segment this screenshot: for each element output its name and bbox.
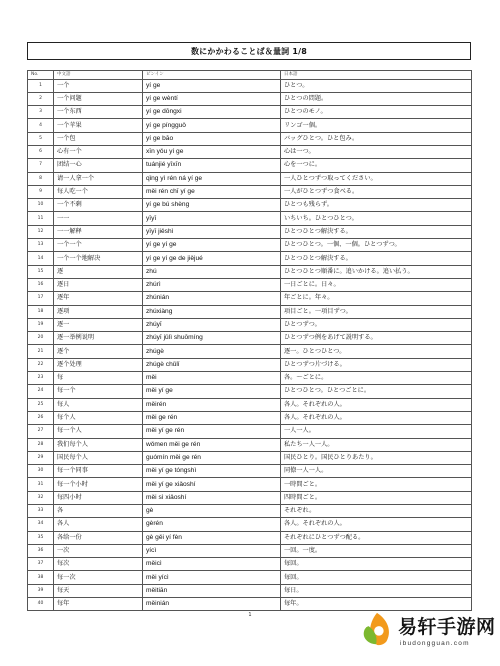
japanese-meaning: ひとつひとつ順番に。追いかける。追い払う。 bbox=[281, 265, 472, 278]
column-header-number: No. bbox=[28, 71, 54, 80]
table-row bbox=[28, 252, 472, 265]
row-number: 7 bbox=[28, 159, 54, 172]
chinese-term: 团结一心 bbox=[54, 159, 143, 172]
pinyin: zhúgè bbox=[143, 345, 281, 358]
row-number: 30 bbox=[28, 465, 54, 478]
japanese-meaning: 一回。一度。 bbox=[281, 544, 472, 557]
row-number: 34 bbox=[28, 518, 54, 531]
table-row bbox=[28, 185, 472, 198]
table-row bbox=[28, 225, 472, 238]
pinyin: yí ge bbox=[143, 79, 281, 92]
japanese-meaning: それぞれにひとつずつ配る。 bbox=[281, 531, 472, 544]
japanese-meaning: ひとつの問題。 bbox=[281, 92, 472, 105]
chinese-term: 每 bbox=[54, 372, 143, 385]
japanese-meaning: 各。～ごとに。 bbox=[281, 372, 472, 385]
vocabulary-table bbox=[27, 70, 472, 611]
row-number: 18 bbox=[28, 305, 54, 318]
row-number: 37 bbox=[28, 558, 54, 571]
table-row bbox=[28, 505, 472, 518]
table-row bbox=[28, 518, 472, 531]
table-row bbox=[28, 531, 472, 544]
pinyin: měinián bbox=[143, 598, 281, 611]
chinese-term: 一个不剩 bbox=[54, 199, 143, 212]
table-row bbox=[28, 305, 472, 318]
table-row bbox=[28, 106, 472, 119]
row-number: 25 bbox=[28, 398, 54, 411]
japanese-meaning: ひとつひとつ。一個、一個。ひとつずつ。 bbox=[281, 239, 472, 252]
pinyin: měi ge rén bbox=[143, 411, 281, 424]
pinyin: zhúyī jǔlì shuōmíng bbox=[143, 332, 281, 345]
chinese-term: 一一解释 bbox=[54, 225, 143, 238]
table-row bbox=[28, 278, 472, 291]
japanese-meaning: 毎回。 bbox=[281, 558, 472, 571]
chinese-term: 请一人拿一个 bbox=[54, 172, 143, 185]
table-row bbox=[28, 145, 472, 158]
column-header-chinese: 中文語 bbox=[54, 71, 143, 80]
japanese-meaning: 私たち一人一人。 bbox=[281, 438, 472, 451]
chinese-term: 国民每个人 bbox=[54, 451, 143, 464]
table-row bbox=[28, 318, 472, 331]
pinyin: yí ge dōngxi bbox=[143, 106, 281, 119]
japanese-meaning: ひとつも残らず。 bbox=[281, 199, 472, 212]
site-url: ibudongguan.com bbox=[400, 640, 470, 647]
chinese-term: 一一 bbox=[54, 212, 143, 225]
pinyin: měi yí ge tóngshì bbox=[143, 465, 281, 478]
table-row bbox=[28, 571, 472, 584]
pinyin: měi yí ge bbox=[143, 385, 281, 398]
pinyin: měi sì xiǎoshí bbox=[143, 491, 281, 504]
chinese-term: 我们每个人 bbox=[54, 438, 143, 451]
row-number: 3 bbox=[28, 106, 54, 119]
japanese-meaning: 一人ひとつずつ取ってください。 bbox=[281, 172, 472, 185]
chinese-term: 逐项 bbox=[54, 305, 143, 318]
pinyin: qǐng yì rén ná yí ge bbox=[143, 172, 281, 185]
pinyin: yícì bbox=[143, 544, 281, 557]
chinese-term: 每四小时 bbox=[54, 491, 143, 504]
japanese-meaning: ひとつひとつ。ひとつごとに。 bbox=[281, 385, 472, 398]
row-number: 14 bbox=[28, 252, 54, 265]
row-number: 26 bbox=[28, 411, 54, 424]
pinyin: zhúyī bbox=[143, 318, 281, 331]
pinyin: yí ge yí ge de jiějué bbox=[143, 252, 281, 265]
row-number: 12 bbox=[28, 225, 54, 238]
page-number: 1 bbox=[248, 612, 252, 618]
table-row bbox=[28, 159, 472, 172]
row-number: 27 bbox=[28, 425, 54, 438]
site-watermark bbox=[358, 604, 498, 660]
japanese-meaning: それぞれ。 bbox=[281, 505, 472, 518]
japanese-meaning: 各人。それぞれの人。 bbox=[281, 411, 472, 424]
row-number: 11 bbox=[28, 212, 54, 225]
row-number: 32 bbox=[28, 491, 54, 504]
table-row bbox=[28, 172, 472, 185]
chinese-term: 每一个同事 bbox=[54, 465, 143, 478]
pinyin: zhúrì bbox=[143, 278, 281, 291]
table-row bbox=[28, 558, 472, 571]
row-number: 13 bbox=[28, 239, 54, 252]
pinyin: gèrén bbox=[143, 518, 281, 531]
pinyin: zhúgè chǔlǐ bbox=[143, 358, 281, 371]
japanese-meaning: ひとつのモノ。 bbox=[281, 106, 472, 119]
chinese-term: 逐一举例说明 bbox=[54, 332, 143, 345]
table-row bbox=[28, 92, 472, 105]
chinese-term: 逐一 bbox=[54, 318, 143, 331]
japanese-meaning: 一日ごとに。日々。 bbox=[281, 278, 472, 291]
row-number: 8 bbox=[28, 172, 54, 185]
row-number: 10 bbox=[28, 199, 54, 212]
chinese-term: 一个苹果 bbox=[54, 119, 143, 132]
chinese-term: 心有一个 bbox=[54, 145, 143, 158]
chinese-term: 每一个小时 bbox=[54, 478, 143, 491]
japanese-meaning: バッグひとつ。ひと包み。 bbox=[281, 132, 472, 145]
row-number: 23 bbox=[28, 372, 54, 385]
japanese-meaning: リンゴ一個。 bbox=[281, 119, 472, 132]
table-row bbox=[28, 372, 472, 385]
table-row bbox=[28, 332, 472, 345]
japanese-meaning: 各人。それぞれの人。 bbox=[281, 398, 472, 411]
row-number: 6 bbox=[28, 145, 54, 158]
table-row bbox=[28, 451, 472, 464]
japanese-meaning: 一人一人。 bbox=[281, 425, 472, 438]
pinyin: měi yí ge xiǎoshí bbox=[143, 478, 281, 491]
table-row bbox=[28, 398, 472, 411]
chinese-term: 每一个人 bbox=[54, 425, 143, 438]
column-header-pinyin: ピンイン bbox=[143, 71, 281, 80]
table-body bbox=[28, 79, 472, 611]
chinese-term: 各人 bbox=[54, 518, 143, 531]
japanese-meaning: 毎回。 bbox=[281, 571, 472, 584]
pinyin: yí ge wèntí bbox=[143, 92, 281, 105]
chinese-term: 每一个 bbox=[54, 385, 143, 398]
row-number: 21 bbox=[28, 345, 54, 358]
row-number: 29 bbox=[28, 451, 54, 464]
table-row bbox=[28, 465, 472, 478]
japanese-meaning: 四時間ごと。 bbox=[281, 491, 472, 504]
japanese-meaning: ひとつずつ。 bbox=[281, 318, 472, 331]
chinese-term: 逐年 bbox=[54, 292, 143, 305]
pinyin: gè bbox=[143, 505, 281, 518]
pinyin: měi yícì bbox=[143, 571, 281, 584]
pinyin: zhúnián bbox=[143, 292, 281, 305]
pinyin: yīyī jiěshì bbox=[143, 225, 281, 238]
chinese-term: 一个 bbox=[54, 79, 143, 92]
table-row bbox=[28, 199, 472, 212]
table-row bbox=[28, 132, 472, 145]
chinese-term: 每天 bbox=[54, 584, 143, 597]
chinese-term: 一个东西 bbox=[54, 106, 143, 119]
row-number: 31 bbox=[28, 478, 54, 491]
row-number: 16 bbox=[28, 278, 54, 291]
japanese-meaning: 同僚一人一人。 bbox=[281, 465, 472, 478]
japanese-meaning: いちいち。ひとつひとつ。 bbox=[281, 212, 472, 225]
row-number: 19 bbox=[28, 318, 54, 331]
row-number: 20 bbox=[28, 332, 54, 345]
chinese-term: 各给一份 bbox=[54, 531, 143, 544]
row-number: 9 bbox=[28, 185, 54, 198]
japanese-meaning: ひとつひとつ解決する。 bbox=[281, 225, 472, 238]
table-row bbox=[28, 491, 472, 504]
row-number: 38 bbox=[28, 571, 54, 584]
row-number: 24 bbox=[28, 385, 54, 398]
row-number: 28 bbox=[28, 438, 54, 451]
japanese-meaning: ひとつ。 bbox=[281, 79, 472, 92]
site-logo-icon bbox=[358, 610, 396, 648]
row-number: 15 bbox=[28, 265, 54, 278]
pinyin: měicì bbox=[143, 558, 281, 571]
japanese-meaning: 心は一つ。 bbox=[281, 145, 472, 158]
japanese-meaning: 心を一つに。 bbox=[281, 159, 472, 172]
japanese-meaning: ひとつひとつ解決する。 bbox=[281, 252, 472, 265]
chinese-term: 每个人 bbox=[54, 411, 143, 424]
chinese-term: 逐 bbox=[54, 265, 143, 278]
chinese-term: 每一次 bbox=[54, 571, 143, 584]
pinyin: měi bbox=[143, 372, 281, 385]
japanese-meaning: 毎日。 bbox=[281, 584, 472, 597]
japanese-meaning: 国民ひとり。国民ひとりあたり。 bbox=[281, 451, 472, 464]
chinese-term: 一个一个地解决 bbox=[54, 252, 143, 265]
chinese-term: 一次 bbox=[54, 544, 143, 557]
row-number: 5 bbox=[28, 132, 54, 145]
pinyin: tuánjié yīxīn bbox=[143, 159, 281, 172]
table-row bbox=[28, 292, 472, 305]
japanese-meaning: 年ごとに。年々。 bbox=[281, 292, 472, 305]
table-row bbox=[28, 544, 472, 557]
table-row bbox=[28, 478, 472, 491]
japanese-meaning: ひとつずつ例をあげて説明する。 bbox=[281, 332, 472, 345]
table-row bbox=[28, 411, 472, 424]
japanese-meaning: 逐一。ひとつひとつ。 bbox=[281, 345, 472, 358]
table-row bbox=[28, 345, 472, 358]
pinyin: měi rén chī yí ge bbox=[143, 185, 281, 198]
pinyin: měi yí ge rén bbox=[143, 425, 281, 438]
row-number: 33 bbox=[28, 505, 54, 518]
pinyin: yīyī bbox=[143, 212, 281, 225]
pinyin: měitiān bbox=[143, 584, 281, 597]
pinyin: xīn yǒu yí ge bbox=[143, 145, 281, 158]
pinyin: yí ge yí ge bbox=[143, 239, 281, 252]
chinese-term: 一个一个 bbox=[54, 239, 143, 252]
table-row bbox=[28, 239, 472, 252]
pinyin: gè gěi yí fèn bbox=[143, 531, 281, 544]
table-header-row bbox=[28, 71, 472, 80]
chinese-term: 每次 bbox=[54, 558, 143, 571]
japanese-meaning: 各人。それぞれの人。 bbox=[281, 518, 472, 531]
site-name: 易轩手游网 bbox=[398, 616, 496, 638]
table-row bbox=[28, 584, 472, 597]
row-number: 22 bbox=[28, 358, 54, 371]
row-number: 40 bbox=[28, 598, 54, 611]
table-row bbox=[28, 212, 472, 225]
page-title: 数にかかわることば＆量詞 1/8 bbox=[27, 42, 471, 60]
row-number: 35 bbox=[28, 531, 54, 544]
chinese-term: 逐日 bbox=[54, 278, 143, 291]
table-row bbox=[28, 79, 472, 92]
table-row bbox=[28, 438, 472, 451]
row-number: 4 bbox=[28, 119, 54, 132]
pinyin: zhúxiàng bbox=[143, 305, 281, 318]
japanese-meaning: 一時間ごと。 bbox=[281, 478, 472, 491]
chinese-term: 一个包 bbox=[54, 132, 143, 145]
row-number: 2 bbox=[28, 92, 54, 105]
column-header-japanese: 日本語 bbox=[281, 71, 472, 80]
japanese-meaning: 毎年。 bbox=[281, 598, 472, 611]
table-row bbox=[28, 425, 472, 438]
pinyin: yí ge bāo bbox=[143, 132, 281, 145]
chinese-term: 逐个 bbox=[54, 345, 143, 358]
table-row bbox=[28, 358, 472, 371]
chinese-term: 每年 bbox=[54, 598, 143, 611]
japanese-meaning: ひとつずつ片づける。 bbox=[281, 358, 472, 371]
chinese-term: 每人吃一个 bbox=[54, 185, 143, 198]
table-row bbox=[28, 385, 472, 398]
chinese-term: 逐个处理 bbox=[54, 358, 143, 371]
pinyin: zhú bbox=[143, 265, 281, 278]
chinese-term: 各 bbox=[54, 505, 143, 518]
pinyin: guómín měi ge rén bbox=[143, 451, 281, 464]
japanese-meaning: 一人がひとつずつ食べる。 bbox=[281, 185, 472, 198]
table-row bbox=[28, 119, 472, 132]
chinese-term: 每人 bbox=[54, 398, 143, 411]
row-number: 36 bbox=[28, 544, 54, 557]
pinyin: yí ge píngguǒ bbox=[143, 119, 281, 132]
row-number: 1 bbox=[28, 79, 54, 92]
table-row bbox=[28, 265, 472, 278]
row-number: 39 bbox=[28, 584, 54, 597]
pinyin: wǒmen měi ge rén bbox=[143, 438, 281, 451]
chinese-term: 一个问题 bbox=[54, 92, 143, 105]
japanese-meaning: 項目ごと。一項目ずつ。 bbox=[281, 305, 472, 318]
pinyin: měirén bbox=[143, 398, 281, 411]
pinyin: yí ge bú shèng bbox=[143, 199, 281, 212]
row-number: 17 bbox=[28, 292, 54, 305]
